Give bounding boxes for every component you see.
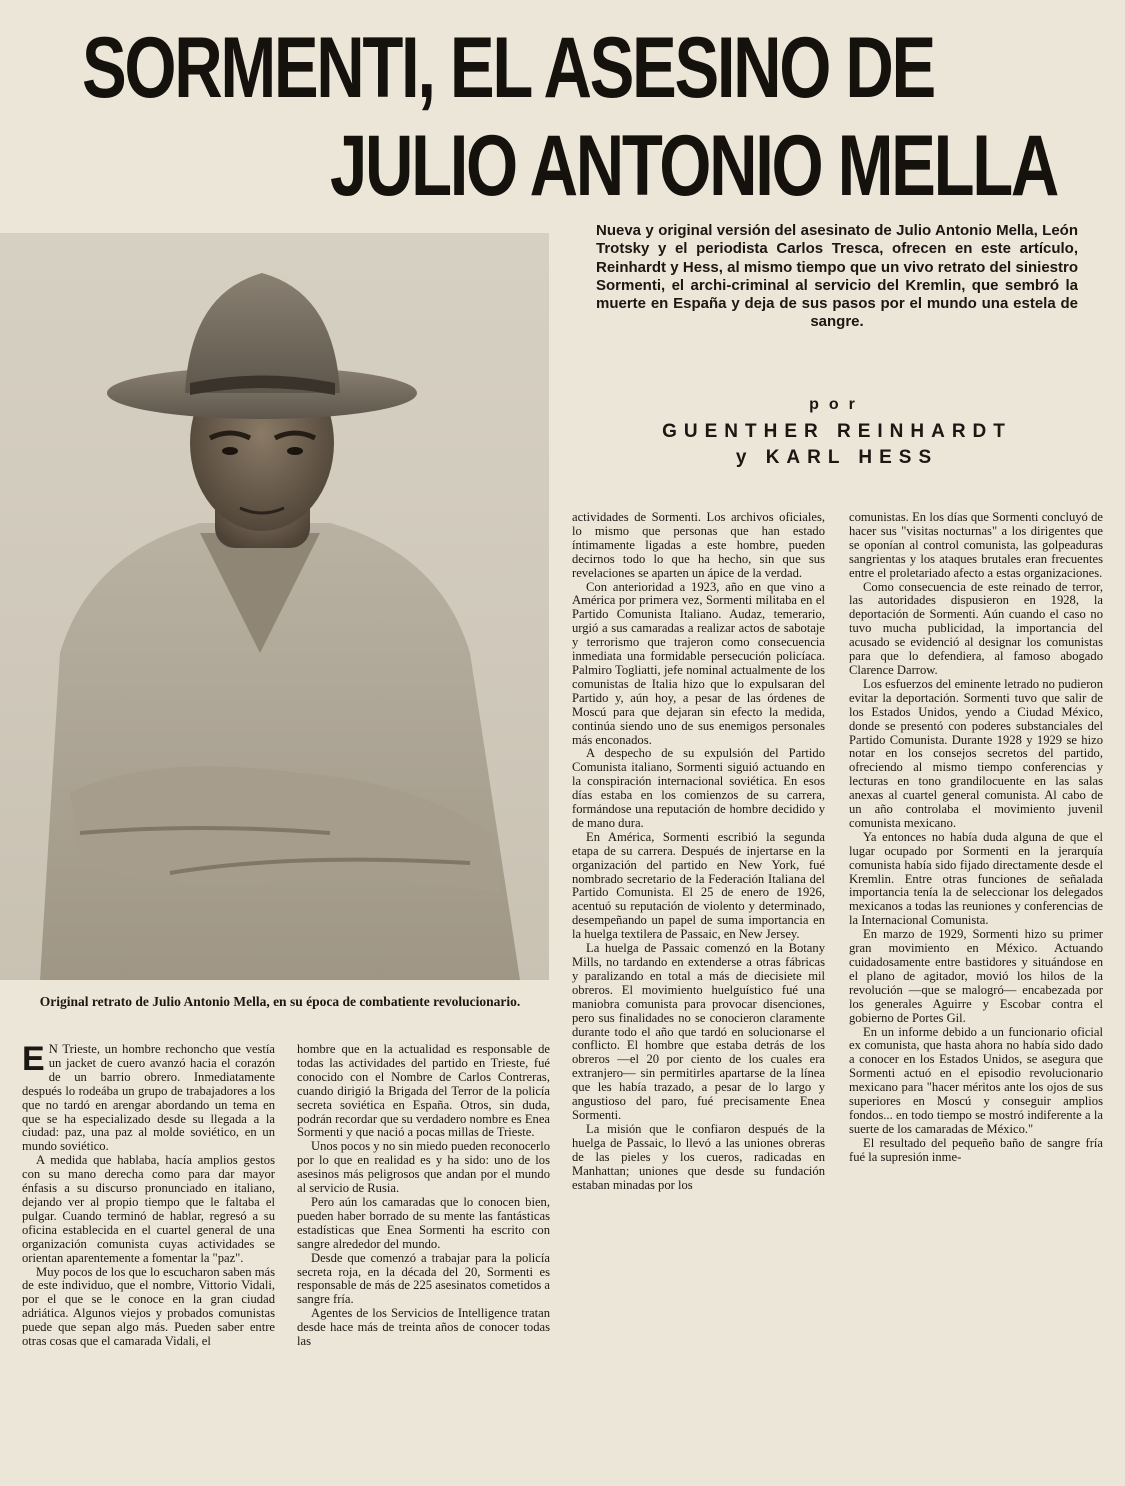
article-paragraph: La misión que le confiaron después de la huelga de Passaic, lo llevó a las uniones obreras de las pieles y los cueros, radicadas en Manhattan; uniones que desde su fundación estaban minadas por los xyxy=(572,1121,825,1192)
article-column-2 xyxy=(297,1043,550,1475)
drop-cap: E xyxy=(22,1043,45,1078)
article-paragraph: En marzo de 1929, Sormenti hizo su primer gran movimiento en México. Actuando cuidadosamente entre bastidores y situándose en el plano de agitador, movió los hilos de la revolución —que se malogró— encabezada por los generales Aguirre y Escobar contra el gobierno de Portes Gil. xyxy=(849,927,1103,1025)
portrait-photo xyxy=(0,233,549,980)
article-column-1 xyxy=(22,1043,275,1475)
article-paragraph: Con anterioridad a 1923, año en que vino a América por primera vez, Sormenti militaba en el Partido Comunista Italiano. Audaz, temerario, urgió a sus camaradas a realizar actos de sabotaje y terrorismo que trajeron como consecuencia inmediata una formidable persecución policíaca. Palmiro Togliatti, jefe nominal actualmente de los comunistas de Italia hizo que lo expulsaran del Partido y, aún hoy, a pesar de las órdenes de Moscú para que dejaran sin efecto la medida, continúa siendo uno de sus enemigos personales más enconados. xyxy=(572,579,825,747)
byline-author-1: GUENTHER REINHARDT xyxy=(662,421,1012,442)
article-paragraph: A despecho de su expulsión del Partido Comunista italiano, Sormenti siguió actuando en la conspiración internacional soviética. En esos días estaba en los comienzos de su carrera, formándose una reputación de hombre decidido y de mano dura. xyxy=(572,746,825,830)
portrait-illustration xyxy=(0,233,549,980)
byline-por: por xyxy=(809,396,865,413)
headline-line-1: SORMENTI, EL ASESINO DE xyxy=(82,20,934,116)
article-paragraph: En América, Sormenti escribió la segunda etapa de su carrera. Después de injertarse en la organización del partido en New York, fué nombrado secretario de la Federación Italiana del Partido Comunista. El 25 de enero de 1926, acentuó su reputación de violento y determinado, desempeñando un papel de suma importancia en la huelga textilera de Passaic, en New Jersey. xyxy=(572,829,825,942)
article-paragraph: Unos pocos y no sin miedo pueden reconocerlo por lo que en realidad es y ha sido: uno de los asesinos más peligrosos que andan por el mundo al servicio de Rusia. xyxy=(297,1139,550,1196)
article-paragraph: E N Trieste, un hombre rechoncho que vestía un jacket de cuero avanzó hacia el corazón de un barrio obrero. Inmediatamente después lo rodeába un grupo de trabajadores a los que no tardó en arengar abordando un tema en que se ha especializado desde su llegada a la ciudad: paz, una paz al molde soviético, en un mundo soviético. xyxy=(22,1043,275,1154)
article-paragraph: El resultado del pequeño baño de sangre fría fué la supresión inme- xyxy=(849,1135,1103,1164)
byline-author-2: y KARL HESS xyxy=(735,447,939,468)
article-column-3 xyxy=(572,511,825,1475)
photo-caption: Original retrato de Julio Antonio Mella, en su época de combatiente revolucionario. xyxy=(39,994,521,1009)
article-paragraph: actividades de Sormenti. Los archivos oficiales, lo mismo que personas que han estado íntimamente ligadas a este hombre, pueden decirnos todo lo que ha hecho, sin que sus revelaciones se aparten un ápice de la verdad. xyxy=(572,511,825,580)
article-paragraph: Desde que comenzó a trabajar para la policía secreta roja, en la década del 20, Sormenti es responsable de más de 225 asesinatos cometidos a sangre fría. xyxy=(297,1250,550,1307)
headline-line-2: JULIO ANTONIO MELLA xyxy=(330,118,1057,214)
article-paragraph: Como consecuencia de este reinado de terror, las autoridades dispusieron en 1928, la deportación de Sormenti. Aún cuando el caso no tuvo mucha publicidad, la importancia del acusado se evidenció al designar los comunistas para que lo defendiera, al famoso abogado Clarence Darrow. xyxy=(849,579,1103,677)
article-paragraph: Muy pocos de los que lo escucharon saben más de este individuo, que el nombre, Vittorio Vidali, por el que se le conoce en la gran ciudad adriática. Algunos viejos y probados comunistas puede que sepan algo más. Pueden saber entre otras cosas que el camarada Vidali, el xyxy=(22,1264,275,1349)
intro-deck: Nueva y original versión del asesinato de Julio Antonio Mella, León Trotsky y el periodista Carlos Tresca, ofrecen en este artículo, Reinhardt y Hess, al mismo tiempo que un vivo retrato del siniestro Sormenti, el archi-criminal al servicio del Kremlin, que sembró la muerte en España y deja de sus pasos por el mundo una estela de sangre. xyxy=(596,222,1078,331)
article-paragraph: Pero aún los camaradas que lo conocen bien, pueden haber borrado de su mente las fantásticas estadísticas que Enea Sormenti ha escrito con sangre alrededor del mundo. xyxy=(297,1194,550,1251)
article-paragraph: Agentes de los Servicios de Intelligence tratan desde hace más de treinta años de conocer todas las xyxy=(297,1306,550,1349)
article-paragraph: En un informe debido a un funcionario oficial ex comunista, que hasta ahora no había sido dado a conocer en los Estados Unidos, se asegura que Sormenti actuó en el episodio revolucionario mexicano para "hacer méritos ante los ojos de sus superiores en Moscú y conseguir amplios fondos... en todo tiempo se mostró indiferente a la suerte de los camaradas de México." xyxy=(849,1024,1103,1136)
article-paragraph: hombre que en la actualidad es responsable de todas las actividades del partido en Trieste, fué conocido con el Nombre de Carlos Contreras, cuando dirigió la Brigada del Terror de la policía secreta soviética en España. Otros, sin duda, podrán recordar que su verdadero nombre es Enea Sormenti y que nació a pocas millas de Trieste. xyxy=(297,1043,550,1140)
article-column-4 xyxy=(849,511,1103,1475)
article-paragraph: Los esfuerzos del eminente letrado no pudieron evitar la deportación. Sormenti tuvo que salir de los Estados Unidos, yendo a Ciudad México, donde se presentó con poderes substanciales del Partido Comunista. Durante 1928 y 1929 se hizo notar en los consejos secretos del partido, ofreciendo al mismo tiempo conferencias y lecturas en tono grandilocuente en las salas anexas al cuartel general comunista. Al cabo de un año controlaba el movimiento juvenil comunista mexicano. xyxy=(849,676,1103,830)
article-paragraph: comunistas. En los días que Sormenti concluyó de hacer sus "visitas nocturnas" a los dirigentes que se oponían al control comunista, las golpeaduras sangrientas y los ataques brutales eran frecuentes entre el proletariado afecto a estas organizaciones. xyxy=(849,511,1103,580)
article-paragraph: Ya entonces no había duda alguna de que el lugar ocupado por Sormenti en la jerarquía comunista había sido fijado directamente desde el Kremlin. Entre otras funciones de señalada importancia tenía la de seleccionar los delegados mexicanos a todas las reuniones y conferencias de la Internacional Comunista. xyxy=(849,829,1103,928)
article-paragraph: La huelga de Passaic comenzó en la Botany Mills, no tardando en extenderse a otras fábricas y paralizando en total a más de diecisiete mil obreros. El movimiento huelguístico fué una maniobra comunista para provocar disenciones, pero sus finalidades no se conocieron claramente durante todo el año que tardó en solucionarse el conflicto. El hombre que estaba detrás de los obreros —el 20 por ciento de los cuales era extranjero— sin permitirles apartarse de la línea que les había trazado, a pesar de lo largo y angustioso del paro, fué precisamente Enea Sormenti. xyxy=(572,941,825,1122)
article-paragraph: A medida que hablaba, hacía amplios gestos con su mano derecha como para dar mayor énfasis a su discurso pronunciado en italiano, dejando ver al propio tiempo que le faltaba el pulgar. Cuando terminó de hablar, regresó a su oficina establecida en el cuartel general de una organización comunista cuyas actividades se orientan aparentemente a fomentar la "paz". xyxy=(22,1153,275,1265)
